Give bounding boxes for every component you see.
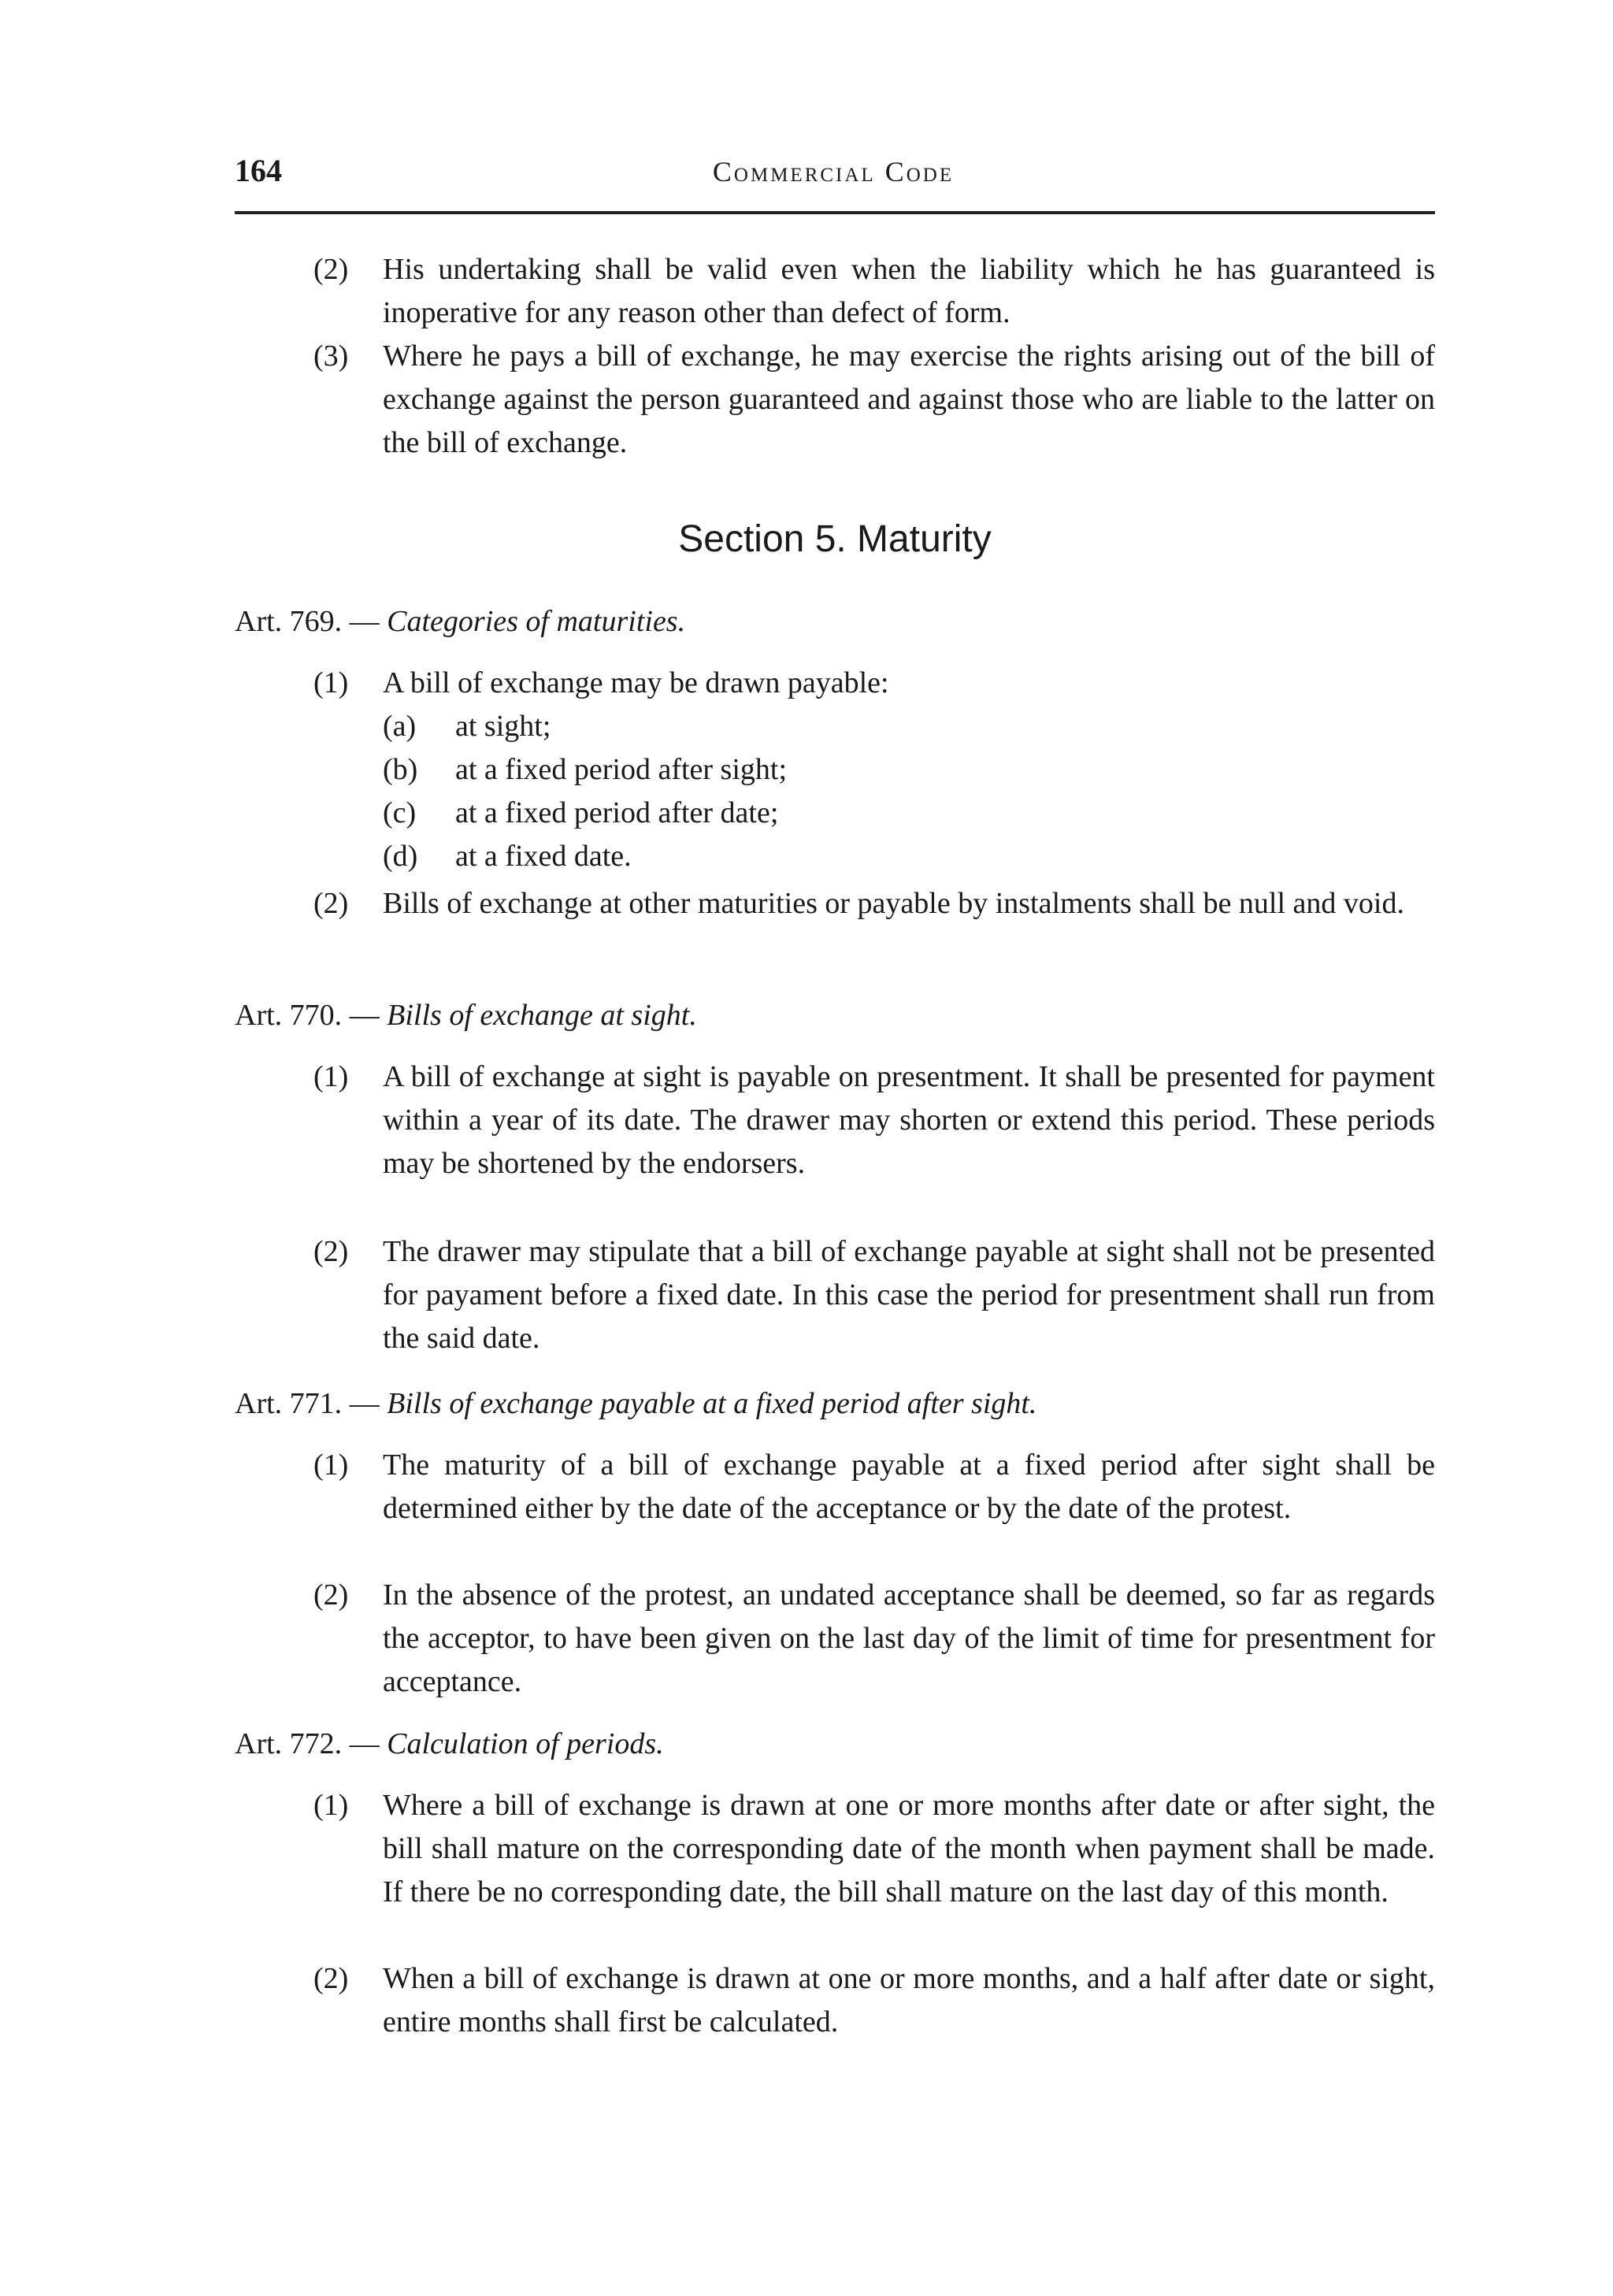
- paragraph-text: A bill of exchange may be drawn payable:: [383, 666, 889, 699]
- art771-paragraph-2: [313, 1574, 1435, 1704]
- paragraph-text: When a bill of exchange is drawn at one or more months, and a half after date or sight, entire months shall first be calculated.: [383, 1962, 1435, 2038]
- article-label: Art. 771. —: [235, 1387, 380, 1420]
- paragraph-text: Where a bill of exchange is drawn at one or more months after date or after sight, the bill shall mature on the corresponding date of the month when payment shall be made. If there be no corresponding date, the bill shall mature on the last day of this month.: [383, 1789, 1435, 1908]
- paragraph-number: (1): [313, 1789, 349, 1822]
- article-label: Art. 772. —: [235, 1727, 380, 1760]
- item-letter: (b): [383, 753, 418, 786]
- paragraph-text: A bill of exchange at sight is payable on presentment. It shall be presented for payment within a year of its date. The drawer may shorten or extend this period. These periods may be shortened by the endorsers.: [383, 1060, 1435, 1180]
- article-heading-769: [235, 600, 685, 644]
- article-heading-771: [235, 1382, 1036, 1426]
- list-item: [383, 748, 787, 792]
- paragraph-text: The maturity of a bill of exchange payable at a fixed period after sight shall be determined either by the date of the acceptance or by the date of the protest.: [383, 1448, 1435, 1525]
- article-label: Art. 770. —: [235, 999, 380, 1032]
- paragraph-number: (1): [313, 1060, 349, 1093]
- art771-paragraph-1: [313, 1444, 1435, 1530]
- paragraph-3: [313, 335, 1435, 465]
- article-label: Art. 769. —: [235, 605, 380, 638]
- article-heading-770: [235, 994, 697, 1037]
- item-letter: (a): [383, 710, 417, 743]
- paragraph-number: (3): [313, 339, 349, 373]
- page-number: 164: [235, 153, 282, 188]
- paragraph-text: In the absence of the protest, an undated acceptance shall be deemed, so far as regards the acceptor, to have been given on the last day of the limit of time for presentment for acceptance.: [383, 1578, 1435, 1698]
- paragraph-number: (2): [313, 1578, 349, 1612]
- item-text: at a fixed date.: [455, 840, 632, 873]
- paragraph-number: (1): [313, 1448, 349, 1482]
- paragraph-number: (2): [313, 887, 349, 920]
- article-title: Bills of exchange at sight.: [387, 999, 697, 1032]
- item-text: at a fixed period after sight;: [455, 753, 788, 786]
- list-item: [383, 835, 632, 878]
- paragraph-number: (2): [313, 1962, 349, 1995]
- art770-paragraph-1: [313, 1055, 1435, 1185]
- article-title: Calculation of periods.: [387, 1727, 664, 1760]
- list-item: [383, 705, 551, 748]
- paragraph-number: (1): [313, 666, 349, 699]
- header-rule: [235, 211, 1435, 214]
- running-head: Commercial Code: [712, 156, 955, 187]
- art772-paragraph-1: [313, 1784, 1435, 1914]
- list-item: [383, 792, 778, 835]
- item-text: at a fixed period after date;: [455, 796, 779, 829]
- item-letter: (c): [383, 796, 417, 829]
- paragraph-number: (2): [313, 1235, 349, 1268]
- item-text: at sight;: [455, 710, 551, 743]
- item-letter: (d): [383, 840, 418, 873]
- paragraph-text: The drawer may stipulate that a bill of exchange payable at sight shall not be presented for payament before a fixed date. In this case the period for presentment shall run from the said date.: [383, 1235, 1435, 1355]
- paragraph-text: Where he pays a bill of exchange, he may exercise the rights arising out of the bill of exchange against the person guaranteed and against those who are liable to the latter on the bill of exchange.: [383, 339, 1435, 459]
- page-header: [235, 152, 1432, 207]
- paragraph-text: His undertaking shall be valid even when the liability which he has guaranteed is inoperative for any reason other than defect of form.: [383, 253, 1435, 329]
- art772-paragraph-2: [313, 1957, 1435, 2044]
- art769-paragraph-2: [313, 882, 1435, 925]
- article-title: Bills of exchange payable at a fixed period after sight.: [387, 1387, 1037, 1420]
- paragraph-text: Bills of exchange at other maturities or payable by instalments shall be null and void.: [383, 887, 1404, 920]
- article-title: Categories of maturities.: [387, 605, 686, 638]
- paragraph-number: (2): [313, 253, 349, 286]
- paragraph-2: [313, 248, 1435, 335]
- art769-paragraph-1: [313, 662, 1435, 705]
- article-heading-772: [235, 1723, 664, 1766]
- section-title: Section 5. Maturity: [678, 518, 992, 560]
- art770-paragraph-2: [313, 1230, 1435, 1360]
